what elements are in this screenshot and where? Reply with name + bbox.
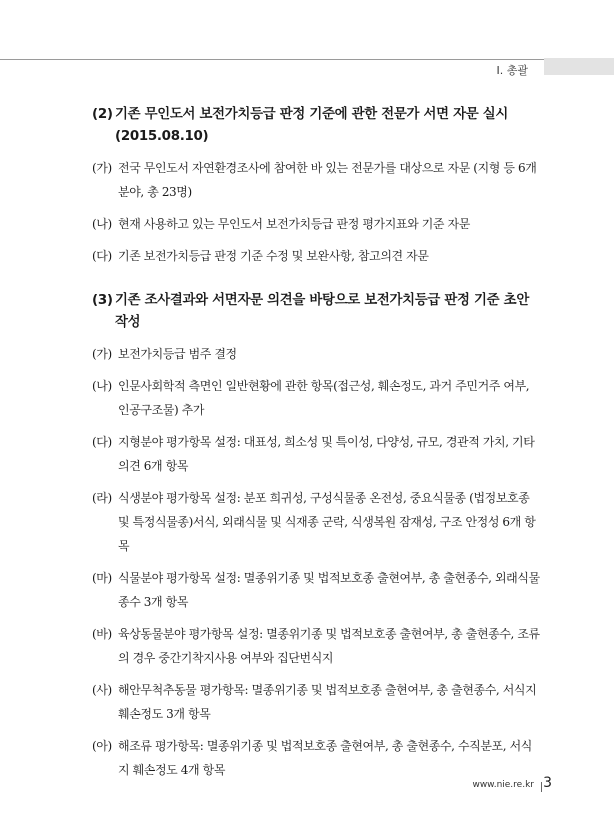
section-2 xyxy=(92,104,542,268)
list-item xyxy=(92,212,542,236)
item-text: 기존 보전가치등급 판정 기준 수정 및 보완사항, 참고의견 자문 xyxy=(118,249,429,263)
section-items xyxy=(92,342,542,782)
section-title-text: 기존 무인도서 보전가치등급 판정 기준에 관한 전문가 서면 자문 실시 (2015.08.10) xyxy=(115,107,509,144)
item-text: 육상동물분야 평가항목 설정: 멸종위기종 및 법적보호종 출현여부, 총 출현종수, 조류의 경우 중간기착지사용 여부와 집단번식지 xyxy=(118,627,540,665)
item-text: 식생분야 평가항목 설정: 분포 희귀성, 구성식물종 온전성, 중요식물종 (법정보호종 및 특정식물종)서식, 외래식물 및 식재종 군락, 식생복원 잠재성, 구조 안정성 6개 항목 xyxy=(118,491,536,553)
item-marker: (나) xyxy=(92,217,112,231)
item-text: 해안무척추동물 평가항목: 멸종위기종 및 법적보호종 출현여부, 총 출현종수, 서식지 훼손정도 3개 항목 xyxy=(118,683,537,721)
page-number: 3 xyxy=(543,775,552,791)
list-item xyxy=(92,374,542,422)
list-item xyxy=(92,156,542,204)
list-item xyxy=(92,244,542,268)
document-body xyxy=(92,104,542,806)
footer-divider xyxy=(541,782,542,792)
item-text: 인문사회학적 측면인 일반현황에 관한 항목(접근성, 훼손정도, 과거 주민거주 여부, 인공구조물) 추가 xyxy=(118,379,530,417)
list-item xyxy=(92,342,542,366)
item-text: 해조류 평가항목: 멸종위기종 및 법적보호종 출현여부, 총 출현종수, 수직분포, 서식지 훼손정도 4개 항목 xyxy=(118,739,532,777)
item-text: 보전가치등급 범주 결정 xyxy=(118,347,237,361)
item-marker: (바) xyxy=(92,627,112,641)
item-marker: (가) xyxy=(92,161,112,175)
item-text: 지형분야 평가항목 설정: 대표성, 희소성 및 특이성, 다양성, 규모, 경관적 가치, 기타의견 6개 항목 xyxy=(118,435,535,473)
section-number: (3) xyxy=(92,293,113,308)
item-marker: (아) xyxy=(92,739,112,753)
section-items xyxy=(92,156,542,268)
chapter-tab xyxy=(544,58,614,75)
item-marker: (나) xyxy=(92,379,112,393)
header-rule xyxy=(0,59,614,60)
item-marker: (가) xyxy=(92,347,112,361)
list-item xyxy=(92,566,542,614)
section-number: (2) xyxy=(92,107,113,122)
list-item xyxy=(92,430,542,478)
item-marker: (다) xyxy=(92,249,112,263)
item-marker: (다) xyxy=(92,435,112,449)
item-marker: (마) xyxy=(92,571,112,585)
section-3 xyxy=(92,290,542,782)
chapter-label: Ⅰ. 총괄 xyxy=(496,64,528,77)
section-title-text: 기존 조사결과와 서면자문 의견을 바탕으로 보전가치등급 판정 기준 초안 작성 xyxy=(115,293,529,330)
item-text: 식물분야 평가항목 설정: 멸종위기종 및 법적보호종 출현여부, 총 출현종수, 외래식물 종수 3개 항목 xyxy=(118,571,540,609)
item-marker: (사) xyxy=(92,683,112,697)
list-item xyxy=(92,622,542,670)
list-item xyxy=(92,734,542,782)
list-item xyxy=(92,486,542,558)
footer-site: www.nie.re.kr xyxy=(472,780,534,790)
item-text: 전국 무인도서 자연환경조사에 참여한 바 있는 전문가를 대상으로 자문 (지형 등 6개 분야, 총 23명) xyxy=(118,161,537,199)
section-title xyxy=(92,104,542,148)
item-marker: (라) xyxy=(92,491,112,505)
list-item xyxy=(92,678,542,726)
section-title xyxy=(92,290,542,334)
item-text: 현재 사용하고 있는 무인도서 보전가치등급 판정 평가지표와 기준 자문 xyxy=(118,217,470,231)
